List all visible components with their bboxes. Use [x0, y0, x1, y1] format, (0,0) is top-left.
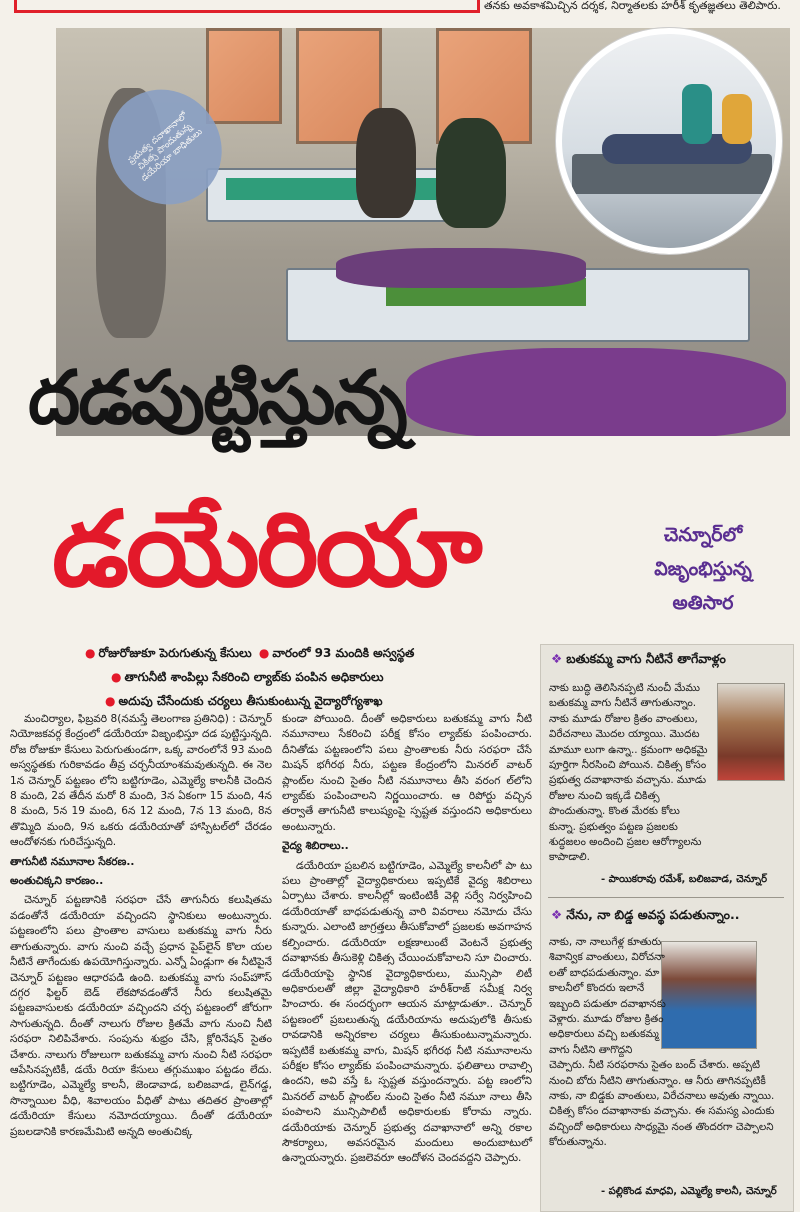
patient-figure: [436, 118, 506, 228]
bullet-dot-icon: ●: [85, 646, 96, 660]
bullet-item: తాగునీటి శాంపిల్లు సేకరించి ల్యాబ్‌కు పంపిన అధికారులు: [124, 670, 384, 684]
sidebar-story-1-text: నాకు బుద్ధి తెలిసినప్పటి నుంచీ మేము బతుకమ్మ వాగు నీటినే తాగుతున్నాం. నాకు మూడు రోజుల క్రితం వాంతులు, విరేచనాలు మొదల య్యాయి. మొదట మామూ లుగా ఉన్నా.. క్రమంగా అధికమై పూర్తిగా నీరసించి పోయిన. చికిత్స కోసం ప్రభుత్వ దవాఖానాకు వచ్చాను. మూడు రోజుల నుంచి ఇక్కడే చికిత్స పొందుతున్నా. కొంత మేరకు కోలు కున్నా. ప్రభుత్వం పట్టణ ప్రజలకు శుద్ధజలం అందించి ప్రజల ఆరోగ్యాలను కాపాడాలి.: [549, 682, 708, 864]
article-column-2: [282, 712, 532, 1169]
bullet-item: వారంలో 93 మందికి అస్వస్థత: [272, 646, 415, 660]
article-column-1: [10, 712, 272, 1142]
sidebar-story-2-signature: - పల్లికొండ మాధవి, ఎమ్మెల్యే కాలనీ, చెన్నూర్: [601, 1186, 777, 1197]
subheadline: [628, 518, 778, 620]
subhead-line-3: అతిసార: [672, 592, 734, 614]
patient-figure: [406, 348, 786, 436]
sidebar-divider: [548, 897, 784, 898]
sidebar-story-2-text: [549, 935, 785, 1155]
patient-figure: [722, 94, 752, 144]
bullet-dot-icon: ●: [105, 694, 116, 708]
article-subheading: వైద్య శిబిరాలు..: [282, 840, 349, 853]
article-paragraph: చెన్నూర్ పట్టణానికి సరఫరా చేసే తాగునీరు కలుషితమ వడంతోనే డయేరియా వచ్చిందని స్థానికులు అంటున్నారు. పట్టణంలోని పలు ప్రాంతాల వాసులు బతుకమ్మ వాగు నీరు తాగుతున్నారు. వాగు నుంచి వచ్చే ప్రధాన పైప్‌లైన్ కొలా యల నీటినే తాగేందుకు ఉపయోగిస్తున్నారు. ఎన్నో ఏండ్లుగా ఈ నీటిపైనే చెన్నూర్ పట్టణం ఆధారపడి ఉంది. బతుకమ్మ వాగు సంప్‌హౌస్ దగ్గర ఫిల్టర్ బెడ్ లేకపోవడంతోనే నీరు కలుషితమై పట్టణవాసులకు డయేరియా వచ్చిందని చర్చ పట్టణంలో జోరుగా సాగుతున్నది. దీంతో నాలుగు రోజుల క్రితమే వాగు నుంచి నీటి సరఫరా నిలిపివేశారు. సంపును శుభ్రం చేసి, క్లోరినేషన్ సైతం చేశారు. నాలుగు రోజులుగా బతుకమ్మ వాగు నుంచి నీటి సరఫరా ఆపేసినప్పటికీ, డయే రియా కేసులు తగ్గుముఖం పట్టడం లేదు. బట్టిగూడెం, ఎమ్మెల్యే కాలనీ, జెండావాడ, బలిజవాడ, లైన్‌గడ్డ, సొన్నాయిల వీధి, శివాలయం వీధితో పాటు తదితర ప్రాంతాల్లో డయేరియా కేసులు నమోదయ్యాయి. దీంతో డయేరియా ప్రబలడానికి కారణమేమిటి అన్నది అంతుచిక్క: [10, 894, 272, 1138]
article-paragraph: మంచిర్యాల, ఫిబ్రవరి 8(నమస్తే తెలంగాణ ప్రతినిధి) : చెన్నూర్ నియోజకవర్గ కేంద్రంలో డయేరియా విజృంభిస్తూ దడ పుట్టిస్తున్నది. రోజ రోజుకూ కేసులు పెరుగుతుండగా, ఒక్క వారంలోనే 93 మంది అస్వస్థతకు గురికావడం తీవ్ర చర్చనీయాంశమవుతున్నది. ఈ నెల 1న చెన్నూర్ పట్టణం లోని బట్టిగూడెం, ఎమ్మెల్యే కాలనీకి చెందిన 8 మంది, 2వ తేదీన మరో 8 మంది, 3న ఏకంగా 15 మంది, 4న 8 మంది, 5న 19 మంది, 6న 12 మంది, 7న 13 మంది, 8న తొమ్మిది మంది, 9న ఒకరు డయేరియాతో హాస్పిటల్‌లో చేరడం ఆందోళనకు గురిచేస్తున్నది.: [10, 713, 272, 849]
photo-caption-badge: ప్రభుత్వ దవాఖానాలో చికిత్స పొందుతున్న డయేరియా బాధితులు: [85, 66, 245, 227]
patient-figure: [336, 248, 586, 288]
sidebar-title-text: బతుకమ్మ వాగు నీటినే తాగేవాళ్లం: [566, 651, 726, 666]
bullet-item: రోజురోజుకూ పెరుగుతున్న కేసులు: [98, 646, 252, 660]
top-strip: [0, 0, 800, 22]
patient-figure: [356, 108, 416, 218]
portrait-float-space: [669, 935, 785, 1047]
article-paragraph: కుండా పోయింది. దీంతో అధికారులు బతుకమ్మ వాగు నీటి నమూనాలు సేకరించి పరీక్ష కోసం ల్యాబ్‌కు పంపించారు. దీనితోడు పట్టణంలోని పలు ప్రాంతాలకు నీరు సరఫరా చేసే మిషన్ భగీరథ నీరు, పట్టణ కేంద్రంలోని మినరల్ వాటర్ ప్లాంట్‌ల నుంచి సైతం నీటి నమూనాలు తీసి వరంగ ల్‌లోని ల్యాబ్‌కు పంపించాలని నిర్ణయించారు. ఆ రిపోర్టు వచ్చిన తర్వాతే తాగునీటి కాలుష్యంపై స్పష్టత వస్తుందని అధికారులు అంటున్నారు.: [282, 713, 532, 833]
bullet-item: అదుపు చేసేందుకు చర్యలు తీసుకుంటున్న వైద్యారోగ్యశాఖ: [118, 694, 383, 708]
bullet-row: [108, 670, 564, 694]
article-subheading: అంతుచిక్కని కారణం..: [10, 875, 104, 888]
article-subheading: తాగునీటి నమూనాల సేకరణ..: [10, 855, 135, 868]
sidebar-story-1-title: [541, 645, 793, 674]
diamond-star-icon: ❖: [551, 907, 563, 922]
sidebar-story-2-body: నాకు, నా నాలుగేళ్ల కూతురు శివాన్విక వాంతులు, విరోచనా లతో బాధపడుతున్నాం. మా కాలనీలో కొందరు ఇలానే ఇబ్బంది పడుతూ దవాఖానకు వెళ్లారు. మూడు రోజుల క్రితం అధికారులు వచ్చి బతుకమ్మ వాగు నీటిని తాగొద్దని చెప్పారు. నీటి సరఫరాను సైతం బంద్ చేశారు. అప్పటి నుంచి బోరు నీటిని తాగుతున్నాం. ఆ నీరు తాగినప్పటికీ నాకు, నా బిడ్డకు వాంతులు, విరేచనాలు అవుతు న్నాయి. చికిత్స కోసం దవాఖానాకు వచ్చాను. ఈ సమస్య ఎందుకు వచ్చిందో అధికారులు సాధ్యమై నంత తొందరగా చెప్పాలని కోరుతున్నాను.: [549, 936, 775, 1149]
bullet-dot-icon: ●: [258, 646, 270, 660]
patient-figure: [682, 84, 712, 144]
diamond-star-icon: ❖: [551, 651, 563, 666]
window-curtain: [206, 28, 282, 124]
headline-line-1: దడపుట్టిస్తున్న: [28, 355, 406, 441]
sidebar-title-text: నేను, నా బిడ్డ అవస్థ పడుతున్నాం..: [566, 907, 740, 922]
sidebar-box: [540, 644, 794, 1212]
red-border-box: [14, 0, 480, 13]
sidebar-portrait-man: [717, 683, 785, 781]
bullet-row: [82, 646, 538, 670]
inset-circle-photo: [556, 28, 782, 254]
bullet-points: [82, 646, 538, 718]
subhead-line-1: చెన్నూర్‌లో: [663, 524, 743, 546]
sidebar-story-2-title: [541, 901, 800, 930]
continuation-text: తనకు అవకాశమిచ్చిన దర్శక, నిర్మాతలకు హరీశ్ కృతజ్ఞతలు తెలిపారు.: [484, 0, 781, 12]
bullet-dot-icon: ●: [111, 670, 122, 684]
headline-line-2: డయేరియా: [52, 488, 480, 610]
subhead-line-2: విజృంభిస్తున్న: [654, 558, 752, 580]
article-paragraph: డయేరియా ప్రబలిన బట్టిగూడెం, ఎమ్మెల్యే కాలనీలో పా టు పలు ప్రాంతాల్లో వైద్యాధికారులు ఇప్పటికే వైద్య శిబిరాలు ఏర్పాటు చేశారు. కాలనీల్లో ఇంటింటికీ వెళ్లి సర్వే నిర్వహించి డయేరియాతో బాధపడుతున్న వారి వివరాలు నమోదు చేసు కున్నారు. ఎలాంటి జాగ్రత్తలు తీసుకోవాలో ప్రజలకు అవగాహన కల్పించారు. డయేరియా లక్షణాలుంటే వెంటనే ప్రభుత్వ దవాఖానకు తీసుకెళ్లి చికిత్స చేయించుకోవాలని సూ చించారు. డయేరియాపై స్థానిక వైద్యాధికారులు, మున్సిపా లిటీ అధికారులతో జిల్లా వైద్యాధికారి హరీశ్‌రాజ్ సమీక్ష నిర్వ హించారు. ఈ సందర్భంగా ఆయన మాట్లాడుతూ.. చెన్నూర్ పట్టణంలో ప్రబలుతున్న డయేరియాను అదుపులోకి తీసుకు రావడానికి అన్నిరకాల చర్యలు తీసుకుంటున్నామన్నారు. ఇప్పటికే బతుకమ్మ వాగు, మిషన్ భగీరథ నీటి నమూనాలను పరీక్షల కోసం ల్యాబ్‌కు పంపించామన్నారు. ఫలితాలు రావాల్సి ఉందని, అవి వస్తే ఓ స్పష్టత వస్తుందన్నారు. పట్ట ణంలోని మినరల్ వాటర్ ప్లాంట్‌ల నుంచి సైతం నీటి నమూ నాలు తీసి పంపాలని మున్సిపాలిటీ అధికారులకు కోరామ న్నారు. డయేరియాకు చెన్నూర్ ప్రభుత్వ దవాఖానాలో అన్ని రకాల సౌకర్యాలు, అవసరమైన మందులు అందుబాటులో ఉన్నాయన్నారు. ప్రజలెవరూ ఆందోళన చెందవద్దని చెప్పారు.: [282, 859, 532, 1165]
sidebar-story-1-signature: - పాయికరావు రమేశ్, బలిజవాడ, చెన్నూర్: [601, 874, 768, 885]
